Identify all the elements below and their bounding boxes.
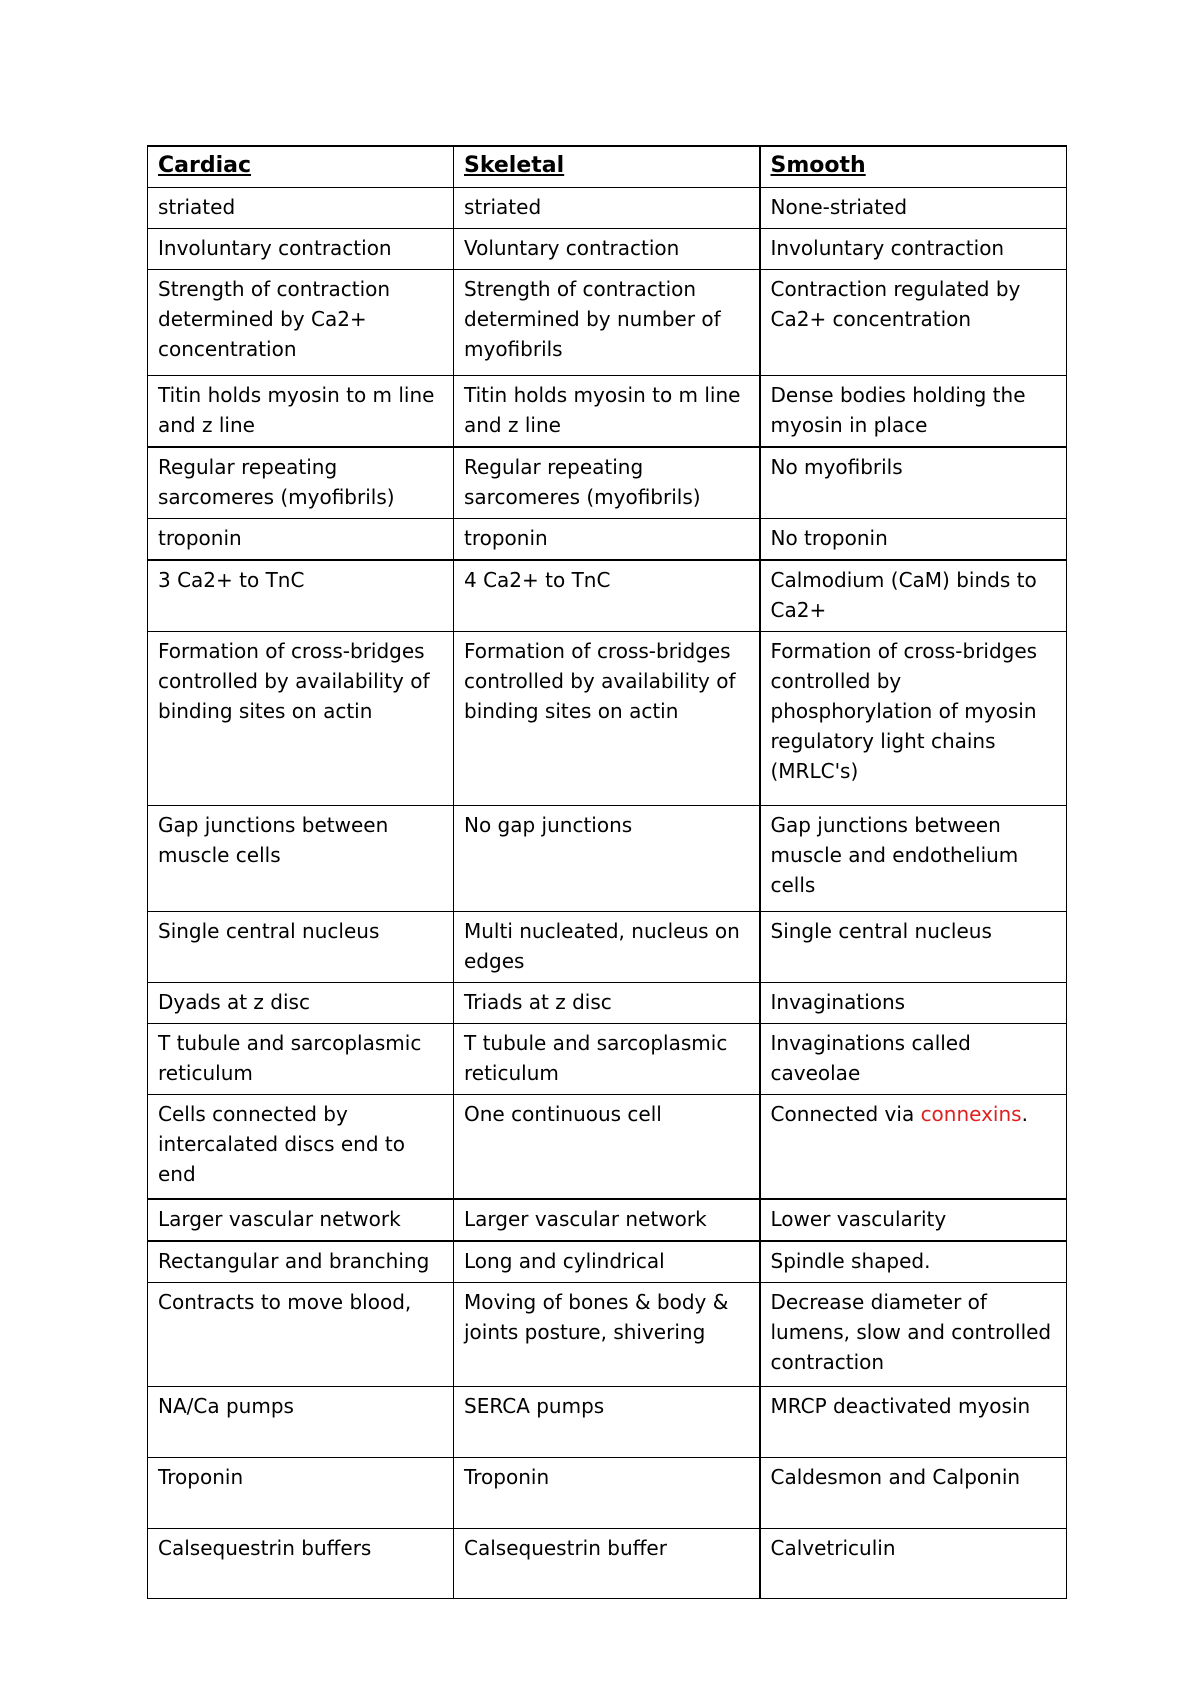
table-row [148, 1282, 1067, 1386]
header-smooth: Smooth [760, 146, 1067, 188]
table-header-row [148, 146, 1067, 188]
cell-cardiac: 3 Ca2+ to TnC [148, 560, 454, 632]
cell-cardiac: Dyads at z disc [148, 983, 454, 1024]
cell-smooth: Spindle shaped. [760, 1241, 1067, 1283]
cell-smooth: Single central nucleus [760, 912, 1067, 983]
table-row [148, 188, 1067, 229]
cell-cardiac: Titin holds myosin to m line and z line [148, 376, 454, 448]
cell-smooth: No troponin [760, 519, 1067, 561]
table-row [148, 1024, 1067, 1095]
cell-smooth: Gap junctions between muscle and endothelium cells [760, 806, 1067, 912]
cell-skeletal: troponin [454, 519, 760, 561]
cell-skeletal: No gap junctions [454, 806, 760, 912]
connected-via-text: Connected via [770, 1102, 921, 1126]
cell-cardiac: Rectangular and branching [148, 1241, 454, 1283]
cell-smooth: Calmodium (CaM) binds to Ca2+ [760, 560, 1067, 632]
connected-via-suffix: . [1021, 1102, 1028, 1126]
table-row [148, 519, 1067, 561]
cell-skeletal: Troponin [454, 1457, 760, 1528]
cell-skeletal: Formation of cross-bridges controlled by availability of binding sites on actin [454, 632, 760, 806]
cell-skeletal: Voluntary contraction [454, 229, 760, 270]
cell-skeletal: Triads at z disc [454, 983, 760, 1024]
table-row [148, 983, 1067, 1024]
cell-cardiac: Troponin [148, 1457, 454, 1528]
cell-skeletal: striated [454, 188, 760, 229]
cell-cardiac: Gap junctions between muscle cells [148, 806, 454, 912]
cell-smooth: Calvetriculin [760, 1528, 1067, 1598]
cell-smooth: Invaginations called caveolae [760, 1024, 1067, 1095]
cell-cardiac: T tubule and sarcoplasmic reticulum [148, 1024, 454, 1095]
cell-cardiac: Involuntary contraction [148, 229, 454, 270]
cell-smooth [760, 1095, 1067, 1199]
cell-cardiac: Larger vascular network [148, 1199, 454, 1241]
cell-cardiac: troponin [148, 519, 454, 561]
table-row [148, 1528, 1067, 1598]
table-row [148, 447, 1067, 519]
table-row [148, 1457, 1067, 1528]
table-row [148, 1386, 1067, 1457]
cell-smooth: None-striated [760, 188, 1067, 229]
cell-smooth: Formation of cross-bridges controlled by phosphorylation of myosin regulatory light chains (MRLC's) [760, 632, 1067, 806]
muscle-comparison-table [147, 145, 1067, 1599]
cell-smooth: Contraction regulated by Ca2+ concentration [760, 270, 1067, 376]
cell-skeletal: T tubule and sarcoplasmic reticulum [454, 1024, 760, 1095]
cell-skeletal: Long and cylindrical [454, 1241, 760, 1283]
cell-cardiac: Strength of contraction determined by Ca2+ concentration [148, 270, 454, 376]
cell-smooth: Dense bodies holding the myosin in place [760, 376, 1067, 448]
cell-smooth: MRCP deactivated myosin [760, 1386, 1067, 1457]
cell-cardiac: Regular repeating sarcomeres (myofibrils) [148, 447, 454, 519]
cell-smooth: Decrease diameter of lumens, slow and controlled contraction [760, 1282, 1067, 1386]
cell-smooth: Caldesmon and Calponin [760, 1457, 1067, 1528]
cell-cardiac: NA/Ca pumps [148, 1386, 454, 1457]
table-row [148, 376, 1067, 448]
cell-cardiac: Calsequestrin buffers [148, 1528, 454, 1598]
cell-cardiac: striated [148, 188, 454, 229]
cell-cardiac: Contracts to move blood, [148, 1282, 454, 1386]
cell-smooth: No myofibrils [760, 447, 1067, 519]
table-row [148, 806, 1067, 912]
table-row [148, 1095, 1067, 1199]
cell-cardiac: Formation of cross-bridges controlled by availability of binding sites on actin [148, 632, 454, 806]
cell-cardiac: Cells connected by intercalated discs end to end [148, 1095, 454, 1199]
table-row [148, 1199, 1067, 1241]
header-cardiac: Cardiac [148, 146, 454, 188]
cell-cardiac: Single central nucleus [148, 912, 454, 983]
cell-skeletal: Strength of contraction determined by number of myofibrils [454, 270, 760, 376]
cell-skeletal: Moving of bones & body & joints posture, shivering [454, 1282, 760, 1386]
cell-skeletal: 4 Ca2+ to TnC [454, 560, 760, 632]
cell-skeletal: Calsequestrin buffer [454, 1528, 760, 1598]
header-skeletal: Skeletal [454, 146, 760, 188]
connexins-highlight: connexins [920, 1102, 1022, 1126]
table-row [148, 560, 1067, 632]
cell-smooth: Lower vascularity [760, 1199, 1067, 1241]
table-row [148, 1241, 1067, 1283]
table-row [148, 270, 1067, 376]
cell-skeletal: One continuous cell [454, 1095, 760, 1199]
cell-smooth: Invaginations [760, 983, 1067, 1024]
cell-skeletal: Regular repeating sarcomeres (myofibrils) [454, 447, 760, 519]
table-row [148, 912, 1067, 983]
table-row [148, 229, 1067, 270]
cell-smooth: Involuntary contraction [760, 229, 1067, 270]
table-row [148, 632, 1067, 806]
cell-skeletal: Larger vascular network [454, 1199, 760, 1241]
cell-skeletal: Titin holds myosin to m line and z line [454, 376, 760, 448]
cell-skeletal: Multi nucleated, nucleus on edges [454, 912, 760, 983]
cell-skeletal: SERCA pumps [454, 1386, 760, 1457]
